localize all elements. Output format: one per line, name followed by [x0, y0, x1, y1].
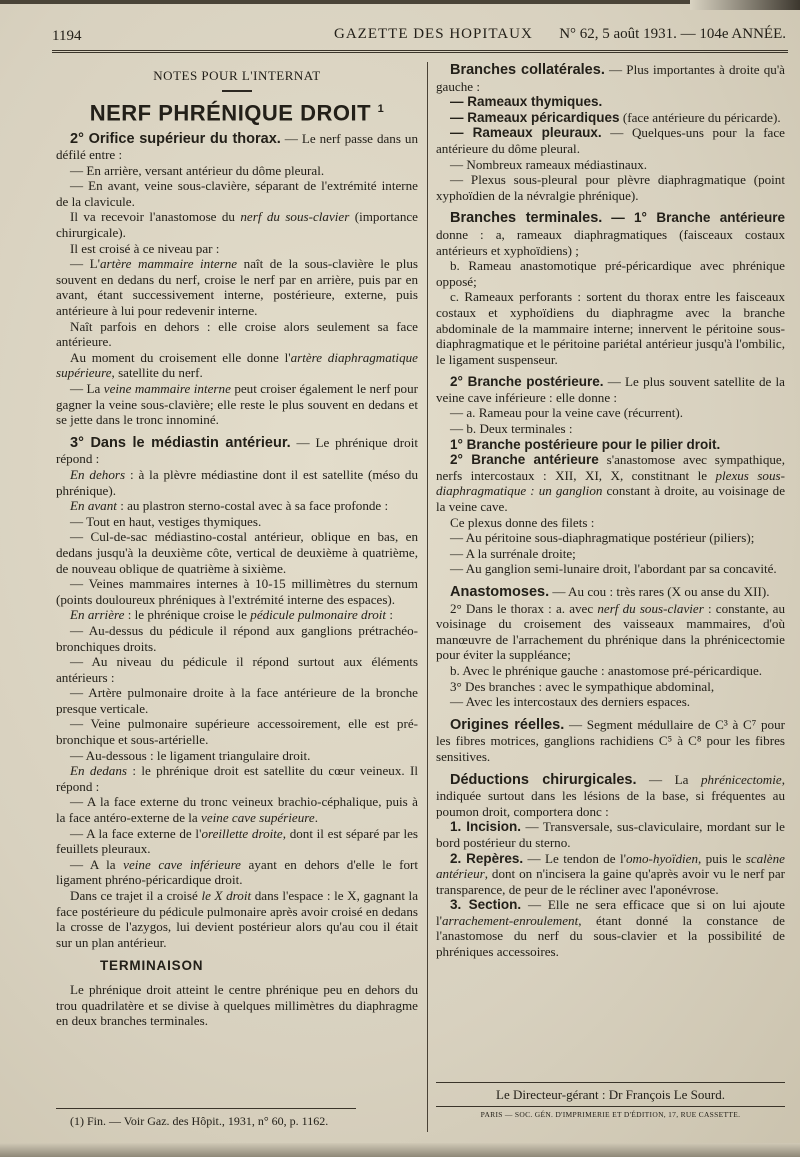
t: , indiquée surtout dans les lésions de la base, si fréquentes au poumon droit, comportera donc :	[436, 771, 785, 819]
t: oreillette droite	[201, 825, 283, 841]
t: ayant en dehors d'elle le fort ligament phréno-péricardique droit.	[56, 856, 419, 888]
t: plexus sous-diaphragmatique : un ganglion	[436, 467, 785, 499]
s3-p5	[56, 888, 418, 950]
s3-l8: — Au-dessous : le ligament triangulaire droit.	[70, 747, 311, 763]
s2-l2: — En avant, veine sous-clavière, séparant de l'extrémité interne de la clavicule.	[56, 178, 418, 209]
t: — La	[649, 771, 689, 787]
s3-a	[56, 467, 418, 498]
bt-b: b. Rameau anastomotique pré-péricardique avec phrénique opposé;	[436, 258, 785, 289]
s3-l4: — Au-dessus du pédicule il répond aux ganglions prétrachéo-bronchiques droits.	[56, 622, 418, 654]
or-heading: Origines réelles.	[450, 716, 565, 733]
t: — Plus importantes à droite qu'à gauche :	[436, 62, 785, 94]
t: veine cave supérieure	[201, 810, 315, 826]
scan-corner-shadow	[690, 0, 800, 10]
scan-bottom-edge	[0, 1143, 800, 1157]
t: s'anastomose avec sympathique, nerfs intercostaux : XII, XI, X, constitnant le	[436, 452, 785, 483]
column-divider	[427, 62, 428, 1132]
t: — A la	[70, 856, 116, 872]
t: peut croiser également le nerf pour gagner la veine sous-clavière; elle reste le plus souvent en dedans et se jette dans le tronc innominé.	[56, 381, 418, 428]
s3-l7: — Veine pulmonaire supérieure accessoirement, elle est pré-bronchique et sous-artérielle.	[56, 716, 418, 748]
t: 2° Branche antérieure	[450, 452, 599, 468]
bc-l5: — Plexus sous-pleural pour plèvre diaphragmatique (point xyphoïdien de la névralgie phrénique).	[436, 172, 785, 203]
dc-3	[436, 897, 785, 959]
bt-c: c. Rameaux perforants : sortent du thorax entre les faisceaux costaux et xyphoïdiens du diaphragme avec la branche abdominale de la mammaire interne; innervent le péritoine sous-diaphragmatique et le péritoine pariétal antérieur jusqu'à l'ombilic, le ligament suspenseur.	[436, 289, 785, 367]
spacer	[436, 203, 785, 210]
an-b: b. Avec le phrénique gauche : anastomose pré-péricardique.	[450, 662, 763, 678]
t: veine cave inférieure	[123, 856, 241, 872]
t: En avant	[70, 498, 117, 514]
scan-top-edge	[0, 0, 800, 4]
an-2	[436, 601, 785, 663]
s2-p4	[56, 350, 418, 381]
t: — Le plus souvent satellite de la veine cave inférieure : elle donne :	[436, 374, 785, 405]
t: pédicule pulmonaire droit	[250, 607, 387, 623]
spacer	[56, 428, 418, 435]
director-rule-bottom	[436, 1106, 785, 1107]
s3-l5: — Au niveau du pédicule il répond surtout aux éléments antérieurs :	[56, 654, 418, 685]
s3-l1: — Tout en haut, vestiges thymiques.	[70, 513, 262, 529]
s2-intro-text: — Le nerf passe dans un défilé entre :	[56, 130, 418, 163]
bp-a: — a. Rameau pour la veine cave (récurrent).	[450, 405, 684, 421]
s3-intro	[56, 435, 418, 467]
dc-2	[436, 851, 785, 898]
s3-l11	[56, 857, 418, 888]
t: dans l'espace : le X, gagnant la face postérieure du pédicule pulmonaire après avoir croisé en dedans la crosse de l'azygos, lui devient postérieur alors qu'au cou il était sur un plan antérieur.	[56, 888, 419, 950]
t: — Rameaux pleuraux.	[450, 125, 602, 141]
t: veine mammaire interne	[103, 381, 231, 397]
spacer	[436, 367, 785, 374]
bp-heading: 2° Branche postérieure.	[450, 374, 604, 390]
bc-l3	[436, 125, 785, 156]
bc-l4: — Nombreux rameaux médiastinaux.	[450, 156, 648, 172]
t: nerf du sous-clavier	[240, 209, 350, 225]
an-3: 3° Des branches : avec le sympathique abdominal,	[450, 678, 715, 694]
bp-1	[436, 437, 785, 453]
t: artère diaphragmatique supérieure	[56, 349, 418, 381]
t: (face antérieure du péricarde).	[622, 109, 781, 125]
s2-p2: Il est croisé à ce niveau par :	[70, 240, 220, 256]
s3-l6: — Artère pulmonaire droite à la face antérieure de la bronche presque verticale.	[56, 685, 418, 716]
bp-l2: — A la surrénale droite;	[450, 545, 576, 561]
t: Dans ce trajet il a croisé	[70, 888, 198, 904]
page-number: 1194	[52, 28, 82, 44]
t: — A la face externe de l'	[70, 825, 202, 841]
spacer	[436, 765, 785, 772]
right-column	[436, 62, 785, 960]
s3-d	[56, 763, 418, 794]
s2-p3: Naît parfois en dehors : elle croise alors seulement sa face antérieure.	[56, 318, 418, 350]
t: — Le tendon de l'	[527, 850, 626, 866]
s2-l1: — En arrière, versant antérieur du dôme pleural.	[70, 162, 325, 178]
bp-l3: — Au ganglion semi-lunaire droit, l'abordant par sa concavité.	[450, 561, 777, 577]
s2-p1	[56, 209, 418, 240]
t: donne : a, rameaux diaphragmatiques (faisceaux costaux antérieurs et xyphoïdiens) ;	[436, 226, 785, 258]
t: , satellite du nerf.	[111, 365, 203, 381]
t: omo-hyoïdien	[626, 850, 698, 866]
t: — A la face externe du tronc veineux brachio-céphalique, puis à la face antéro-externe de la	[56, 794, 418, 826]
s3-b	[56, 498, 418, 514]
t: : constante, au voisinage du croisement des vaisseaux mammaires, d'où manœuvre de l'arrachement du phrénique dans la phrénicectomie pour éviter la suppléance;	[436, 600, 785, 663]
t: — Elle ne sera efficace que si on lui ajoute l'	[436, 897, 785, 928]
t: En arrière	[70, 607, 125, 623]
t: le X droit	[201, 888, 252, 904]
spacer	[436, 577, 785, 584]
t: Au moment du croisement elle donne l'	[70, 349, 291, 365]
header-rule	[52, 50, 788, 53]
t: — Rameaux péricardiques	[450, 109, 620, 125]
t: , dont on n'incisera la gaine qu'après avoir vu le nerf par transparence, de peur de le récliner avec l'aponévrose.	[436, 866, 785, 897]
bp-intro	[436, 374, 785, 405]
t: — Segment médullaire de C³ à C⁷ pour les fibres motrices, ganglions rachidiens C⁵ à C⁸ pour les fibres sensitives.	[436, 716, 785, 764]
t: — Transversale, sus-claviculaire, mordant sur le bord postérieur du sterno.	[436, 819, 785, 850]
dc-1	[436, 819, 785, 850]
t: 3. Section.	[450, 897, 522, 913]
title-rule	[222, 90, 252, 92]
director-line: Le Directeur-gérant : Dr François Le Sourd.	[496, 1087, 725, 1102]
printer-line: PARIS — SOC. GÉN. D'IMPRIMERIE ET D'ÉDITION, 17, RUE CASSETTE.	[480, 1110, 741, 1119]
dc-heading: Déductions chirurgicales.	[450, 771, 637, 788]
t: — Au cou : très rares (X ou anse du XII).	[552, 584, 770, 599]
dc-intro	[436, 772, 785, 820]
t: :	[389, 607, 393, 623]
s3-l2: — Cul-de-sac médiastino-costal antérieur, oblique en bas, en dedans jusqu'à la deuxième côte, vertical de deuxième à quatrième, de nouveau oblique de quatrième à sixième.	[56, 529, 418, 576]
an-heading: Anastomoses.	[450, 584, 550, 600]
bt-intro	[436, 210, 785, 258]
left-column	[56, 62, 418, 1029]
t: — Rameaux thymiques.	[450, 94, 603, 110]
t: En dedans	[70, 763, 127, 779]
s3-l9: — A la face externe du tronc veineux brachio-céphalique, puis à la face antéro-externe de la veine cave supérieure.	[56, 794, 418, 826]
spacer	[436, 710, 785, 717]
s2-l3	[56, 256, 418, 318]
running-header	[52, 24, 786, 46]
journal-title: GAZETTE DES HOPITAUX	[334, 26, 533, 42]
an-4: — Avec les intercostaux des derniers espaces.	[450, 694, 691, 710]
t: , étant donné la constance de l'anastomose du nerf du sous-clavier et la possibilité de phréniques accessoires.	[436, 912, 785, 960]
t: — La	[70, 381, 101, 397]
bc-heading: Branches collatérales.	[450, 62, 605, 78]
t: Il va recevoir l'anastomose du	[70, 209, 235, 225]
bc-intro	[436, 62, 785, 94]
t: 1. Incision.	[450, 819, 521, 835]
t: 1° Branche postérieure pour le pilier droit.	[450, 436, 721, 452]
s3-l10	[56, 826, 418, 857]
s2-intro	[56, 131, 418, 163]
footnote: (1) Fin. — Voir Gaz. des Hôpit., 1931, n° 60, p. 1162.	[70, 1114, 329, 1128]
t: : au plastron sterno-costal avec à sa face profonde :	[120, 498, 389, 514]
article-title-text: NERF PHRÉNIQUE DROIT	[89, 99, 372, 125]
bp-l1: — Au péritoine sous-diaphragmatique postérieur (piliers);	[450, 530, 755, 546]
t: : le phrénique croise le	[127, 607, 247, 623]
t: : le phrénique droit est satellite du cœur veineux. Il répond :	[56, 763, 418, 794]
s2-l4	[56, 381, 418, 428]
t: artère mammaire interne	[99, 256, 238, 272]
bc-l1	[436, 94, 785, 110]
t: — Le phrénique droit répond :	[56, 434, 418, 467]
section-label: NOTES POUR L'INTERNAT	[153, 68, 321, 83]
or-para	[436, 717, 785, 765]
s3-l3: — Veines mammaires internes à 10-15 millimètres du sternum (points douloureux phréniques à l'extrémité interne des espaces).	[56, 576, 418, 607]
issue-info: N° 62, 5 août 1931. — 104e ANNÉE.	[559, 26, 786, 42]
t: scalène antérieur	[436, 850, 785, 882]
t: 2. Repères.	[450, 850, 524, 866]
terminaison-heading: TERMINAISON	[100, 958, 204, 974]
t: 2° Dans le thorax : a. avec	[450, 600, 594, 616]
bp-p: Ce plexus donne des filets :	[450, 514, 595, 530]
t: — 1° Branche antérieure	[611, 210, 785, 226]
director-rule-top	[436, 1082, 785, 1083]
title-footnote-mark: 1	[377, 102, 385, 115]
bp-b: — b. Deux terminales :	[450, 421, 573, 437]
s3-c	[56, 607, 418, 623]
s3-heading: 3° Dans le médiastin antérieur.	[70, 434, 291, 451]
s2-heading: 2° Orifice supérieur du thorax.	[70, 130, 281, 147]
t: nerf du sous-clavier	[597, 600, 704, 616]
article-title	[56, 99, 418, 125]
footnote-rule	[56, 1108, 356, 1109]
t: — Quelques-uns pour la face antérieure du dôme pleural.	[436, 125, 785, 156]
t: constant à droite, au voisinage de la veine cave.	[436, 483, 786, 515]
an-intro	[436, 584, 785, 601]
t: : à la plèvre médiastine dont il est satellite (méso du phrénique).	[56, 466, 419, 498]
terminaison-text: Le phrénique droit atteint le centre phrénique peu en dehors du trou quadrilatère et se divise à quelques millimètres du diaphragme en deux branches terminales.	[56, 981, 418, 1029]
bc-l2	[436, 110, 785, 126]
t: arrachement-enroulement	[442, 912, 579, 928]
bt-heading: Branches terminales.	[450, 210, 603, 227]
t: , dont il est séparé par les feuillets pleuraux.	[56, 825, 418, 857]
t: En dehors	[70, 466, 126, 482]
t: naît de la sous-clavière le plus souvent en dedans du nerf, croise le nerf par en arrière, puis par en avant, étant successivement interne, postérieure, externe, puis antérieure à lui pour redevenir interne.	[56, 256, 418, 319]
t: phrénicectomie	[700, 771, 782, 787]
t: (importance chirurgicale).	[56, 209, 418, 241]
t: , puis le	[698, 850, 742, 866]
bp-2	[436, 452, 785, 514]
t: — L'	[70, 256, 100, 272]
